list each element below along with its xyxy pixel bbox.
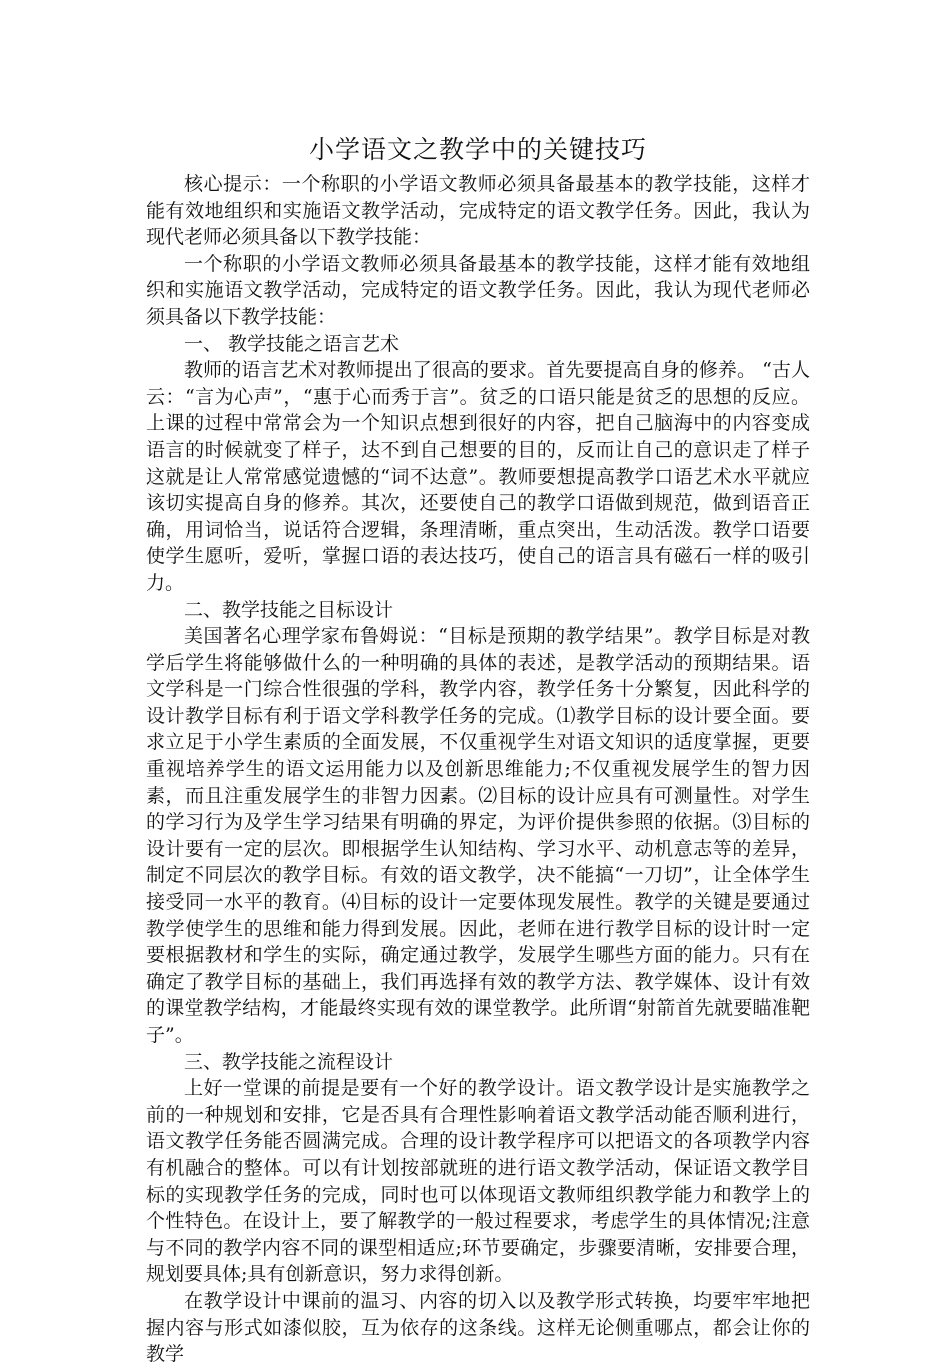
document-page	[146, 0, 810, 1368]
core-tip-paragraph: 核心提示：一个称职的小学语文教师必须具备最基本的教学技能，这样才能有效地组织和实施语文教学活动，完成特定的语文教学任务。因此，我认为现代老师必须具备以下教学技能：	[146, 173, 810, 249]
section-3-body: 上好一堂课的前提是要有一个好的教学设计。语文教学设计是实施教学之前的一种规划和安排，它是否具有合理性影响着语文教学活动能否顺利进行，语文教学任务能否圆满完成。合理的设计教学程序可以把语文的各项教学内容有机融合的整体。可以有计划按部就班的进行语文教学活动，保证语文教学目标的实现教学任务的完成，同时也可以体现语文教师组织教学能力和教学上的个性特色。在设计上，要了解教学的一般过程要求，考虑学生的具体情况;注意与不同的教学内容不同的课型相适应;环节要确定，步骤要清晰，安排要合理，规划要具体;具有创新意识，努力求得创新。	[146, 1077, 810, 1286]
section-1-body: 教师的语言艺术对教师提出了很高的要求。首先要提高自身的修养。 “古人云：“言为心声”，“惠于心而秀于言”。贫乏的口语只能是贫乏的思想的反应。上课的过程中常常会为一个知识点想到很好的内容，把自己脑海中的内容变成语言的时候就变了样子，达不到自己想要的目的，反而让自己的意识走了样子这就是让人常常感觉遗憾的“词不达意”。教师要想提高教学口语艺术水平就应该切实提高自身的修养。其次，还要使自己的教学口语做到规范，做到语音正确，用词恰当，说话符合逻辑，条理清晰，重点突出，生动活泼。教学口语要使学生愿听，爱听，掌握口语的表达技巧，使自己的语言具有磁石一样的吸引力。	[146, 359, 810, 594]
section-3-heading: 三、教学技能之流程设计	[184, 1050, 394, 1073]
document-title: 小学语文之教学中的关键技巧	[308, 135, 647, 164]
intro-paragraph: 一个称职的小学语文教师必须具备最基本的教学技能，这样才能有效地组织和实施语文教学活动，完成特定的语文教学任务。因此，我认为现代老师必须具备以下教学技能：	[146, 252, 810, 328]
section-1-heading: 一、 教学技能之语言艺术	[184, 332, 400, 355]
section-3-body-continued: 在教学设计中课前的温习、内容的切入以及教学形式转换，均要牢牢地把握内容与形式如漆似胶，互为依存的这条线。这样无论侧重哪点，都会让你的教学	[146, 1289, 810, 1366]
section-2-body: 美国著名心理学家布鲁姆说：“目标是预期的教学结果”。教学目标是对教学后学生将能够做什么的一种明确的具体的表述，是教学活动的预期结果。语文学科是一门综合性很强的学科，教学内容，教学任务十分繁复，因此科学的设计教学目标有利于语文学科教学任务的完成。⑴教学目标的设计要全面。要求立足于小学生素质的全面发展，不仅重视学生对语文知识的适度掌握，更要重视培养学生的语文运用能力以及创新思维能力;不仅重视发展学生的智力因素，而且注重发展学生的非智力因素。⑵目标的设计应具有可测量性。对学生的学习行为及学生学习结果有明确的界定，为评价提供参照的依据。⑶目标的设计要有一定的层次。即根据学生认知结构、学习水平、动机意志等的差异，制定不同层次的教学目标。有效的语文教学，决不能搞“一刀切”，让全体学生接受同一水平的教育。⑷目标的设计一定要体现发展性。教学的关键是要通过教学使学生的思维和能力得到发展。因此，老师在进行教学目标的设计时一定要根据教材和学生的实际，确定通过教学，发展学生哪些方面的能力。只有在确定了教学目标的基础上，我们再选择有效的教学方法、教学媒体、设计有效的课堂教学结构，才能最终实现有效的课堂教学。此所谓“射箭首先就要瞄准靶子”。	[146, 625, 810, 1046]
section-2-heading: 二、教学技能之目标设计	[184, 598, 394, 621]
